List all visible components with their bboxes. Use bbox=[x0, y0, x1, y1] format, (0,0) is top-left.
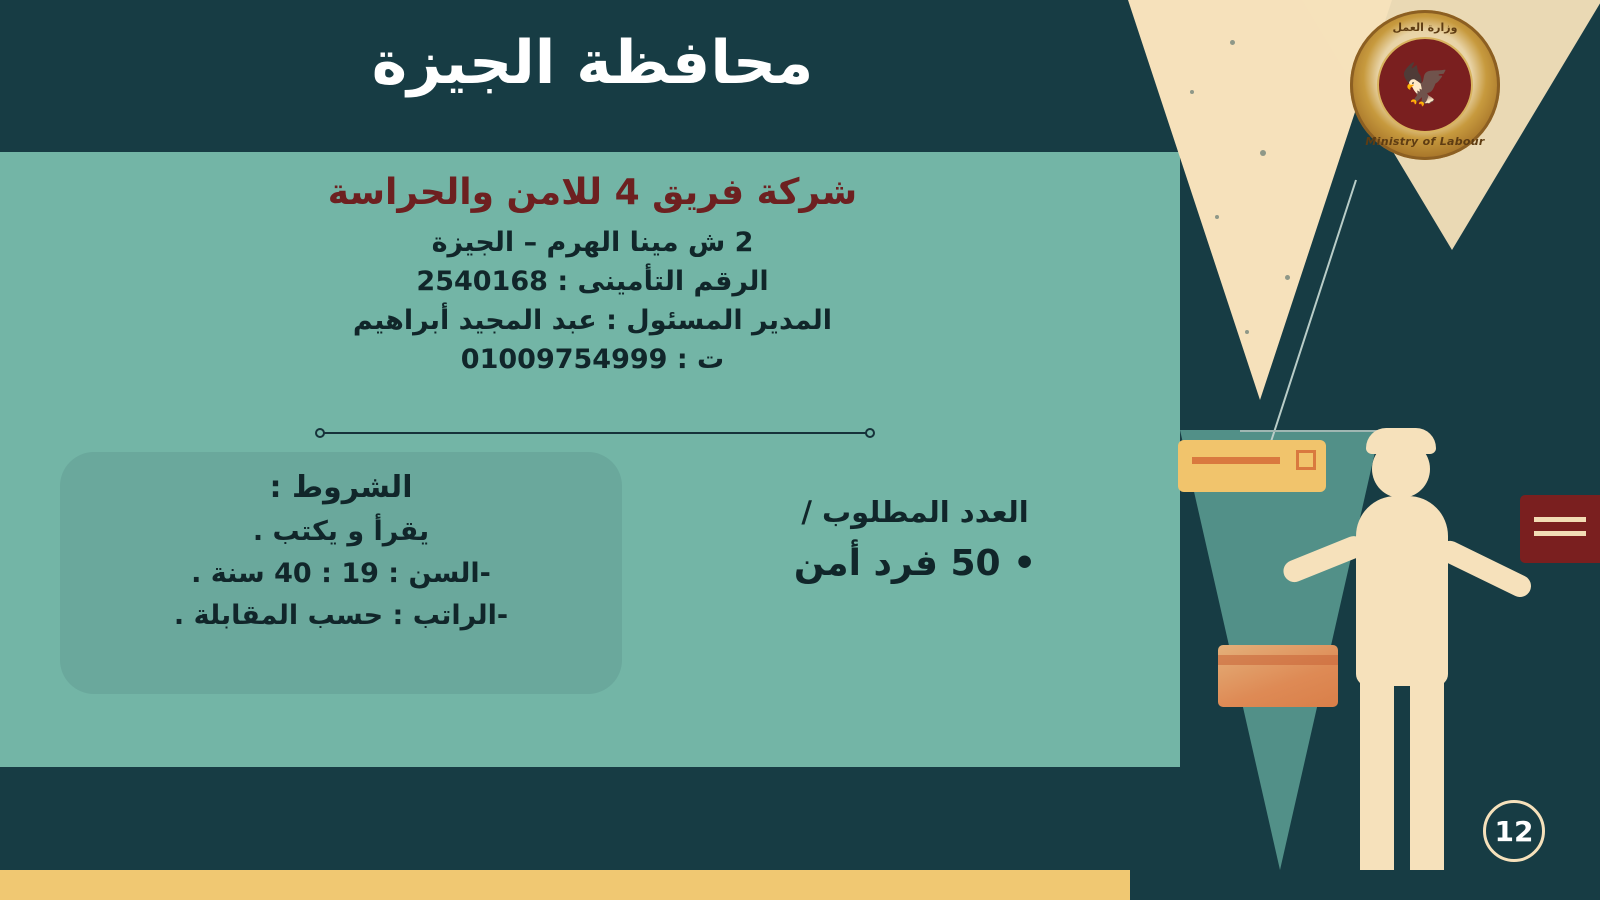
seal-inner bbox=[1377, 37, 1473, 133]
horizontal-line-decoration bbox=[1240, 430, 1380, 432]
card-line bbox=[1192, 457, 1280, 464]
speck bbox=[1260, 150, 1266, 156]
speck bbox=[1190, 90, 1194, 94]
required-count-label: العدد المطلوب / bbox=[801, 495, 1029, 529]
page-number-badge: 12 bbox=[1483, 800, 1545, 862]
page-title: محافظة الجيزة bbox=[371, 28, 814, 98]
ministry-seal-icon bbox=[1350, 10, 1500, 160]
person-left-leg bbox=[1360, 678, 1394, 874]
footer-bar bbox=[0, 767, 1185, 872]
person-head bbox=[1372, 440, 1430, 498]
speck bbox=[1215, 215, 1219, 219]
divider-dot-left bbox=[315, 428, 325, 438]
company-info-block bbox=[0, 172, 1185, 380]
required-count-block bbox=[700, 495, 1130, 584]
conditions-title: الشروط : bbox=[269, 470, 413, 505]
person-right-leg bbox=[1410, 678, 1444, 874]
section-divider bbox=[320, 432, 870, 434]
speck bbox=[1230, 40, 1235, 45]
conditions-card bbox=[60, 452, 622, 694]
footer-dark-strip bbox=[1130, 870, 1600, 900]
yellow-card-illustration bbox=[1178, 440, 1326, 492]
red-card-illustration bbox=[1520, 495, 1600, 563]
company-name: شركة فريق 4 للامن والحراسة bbox=[327, 172, 858, 213]
card-square bbox=[1296, 450, 1316, 470]
person-illustration bbox=[1320, 440, 1505, 870]
person-body bbox=[1356, 496, 1448, 686]
required-count-value: • 50 فرد أمن bbox=[793, 543, 1037, 584]
conditions-item-1: -السن : 19 : 40 سنة . bbox=[191, 557, 491, 589]
speck bbox=[1285, 275, 1290, 280]
conditions-item-2: -الراتب : حسب المقابلة . bbox=[173, 599, 509, 631]
conditions-item-0: يقرأ و يكتب . bbox=[252, 516, 430, 547]
company-address: 2 ش مينا الهرم – الجيزة bbox=[431, 227, 754, 258]
company-manager: المدير المسئول : عبد المجيد أبراهيم bbox=[352, 305, 833, 337]
seal-text-top: وزارة العمل bbox=[1392, 21, 1458, 34]
speck bbox=[1245, 330, 1249, 334]
company-insurance-number: الرقم التأمينى : 2540168 bbox=[416, 266, 769, 298]
divider-dot-right bbox=[865, 428, 875, 438]
eagle-icon: 🦅 bbox=[1400, 62, 1450, 108]
seal-text-bottom: Ministry of Labour bbox=[1365, 135, 1485, 148]
card-line bbox=[1534, 517, 1586, 522]
company-phone: ت : 01009754999 bbox=[460, 344, 725, 376]
card-line bbox=[1534, 531, 1586, 536]
